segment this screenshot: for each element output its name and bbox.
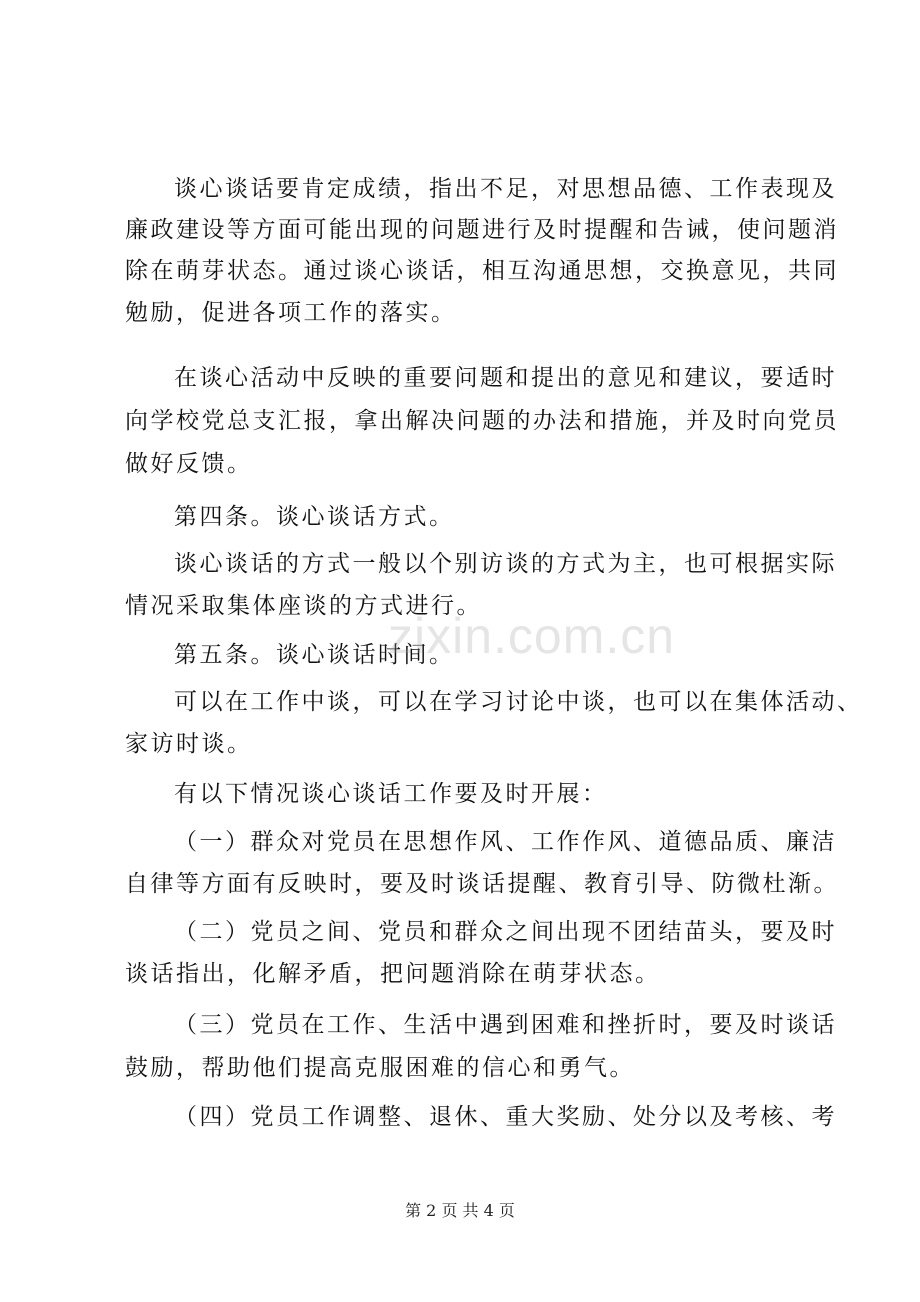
- text-line: 廉政建设等方面可能出现的问题进行及时提醒和告诫，使问题消: [125, 217, 839, 243]
- text-line: 谈心谈话要肯定成绩，指出不足，对思想品德、工作表现及: [174, 176, 837, 202]
- text-line: 谈话指出，化解矛盾，把问题消除在萌芽状态。: [125, 961, 661, 987]
- list-item: （四）党员工作调整、退休、重大奖励、处分以及考核、考: [174, 1104, 837, 1130]
- text-line: 做好反馈。: [125, 451, 253, 477]
- section-heading: 第四条。谈心谈话方式。: [174, 504, 455, 530]
- list-item: （二）党员之间、党员和群众之间出现不团结苗头，要及时: [174, 919, 837, 945]
- text-line: 向学校党总支汇报，拿出解决问题的办法和措施，并及时向党员: [125, 408, 839, 434]
- text-line: 在谈心活动中反映的重要问题和提出的意见和建议，要适时: [174, 365, 837, 391]
- section-heading: 第五条。谈心谈话时间。: [174, 642, 455, 668]
- text-line: 勉励，促进各项工作的落实。: [125, 300, 457, 326]
- page-footer: 第 2 页 共 4 页: [405, 1201, 515, 1220]
- text-line: 鼓励，帮助他们提高克服困难的信心和勇气。: [125, 1055, 635, 1081]
- text-line: 家访时谈。: [125, 731, 253, 757]
- text-line: 情况采取集体座谈的方式进行。: [125, 593, 482, 619]
- list-item: （三）党员在工作、生活中遇到困难和挫折时，要及时谈话: [174, 1012, 837, 1038]
- text-line: 有以下情况谈心谈话工作要及时开展：: [174, 781, 608, 807]
- text-line: 可以在工作中谈，可以在学习讨论中谈，也可以在集体活动、: [174, 689, 863, 715]
- watermark: zixin.com.cn: [388, 608, 676, 664]
- text-line: 除在萌芽状态。通过谈心谈话，相互沟通思想，交换意见，共同: [125, 258, 839, 284]
- text-line: 自律等方面有反映时，要及时谈话提醒、教育引导、防微杜渐。: [125, 871, 839, 897]
- list-item: （一）群众对党员在思想作风、工作作风、道德品质、廉洁: [174, 829, 837, 855]
- text-line: 谈心谈话的方式一般以个别访谈的方式为主，也可根据实际: [174, 551, 837, 577]
